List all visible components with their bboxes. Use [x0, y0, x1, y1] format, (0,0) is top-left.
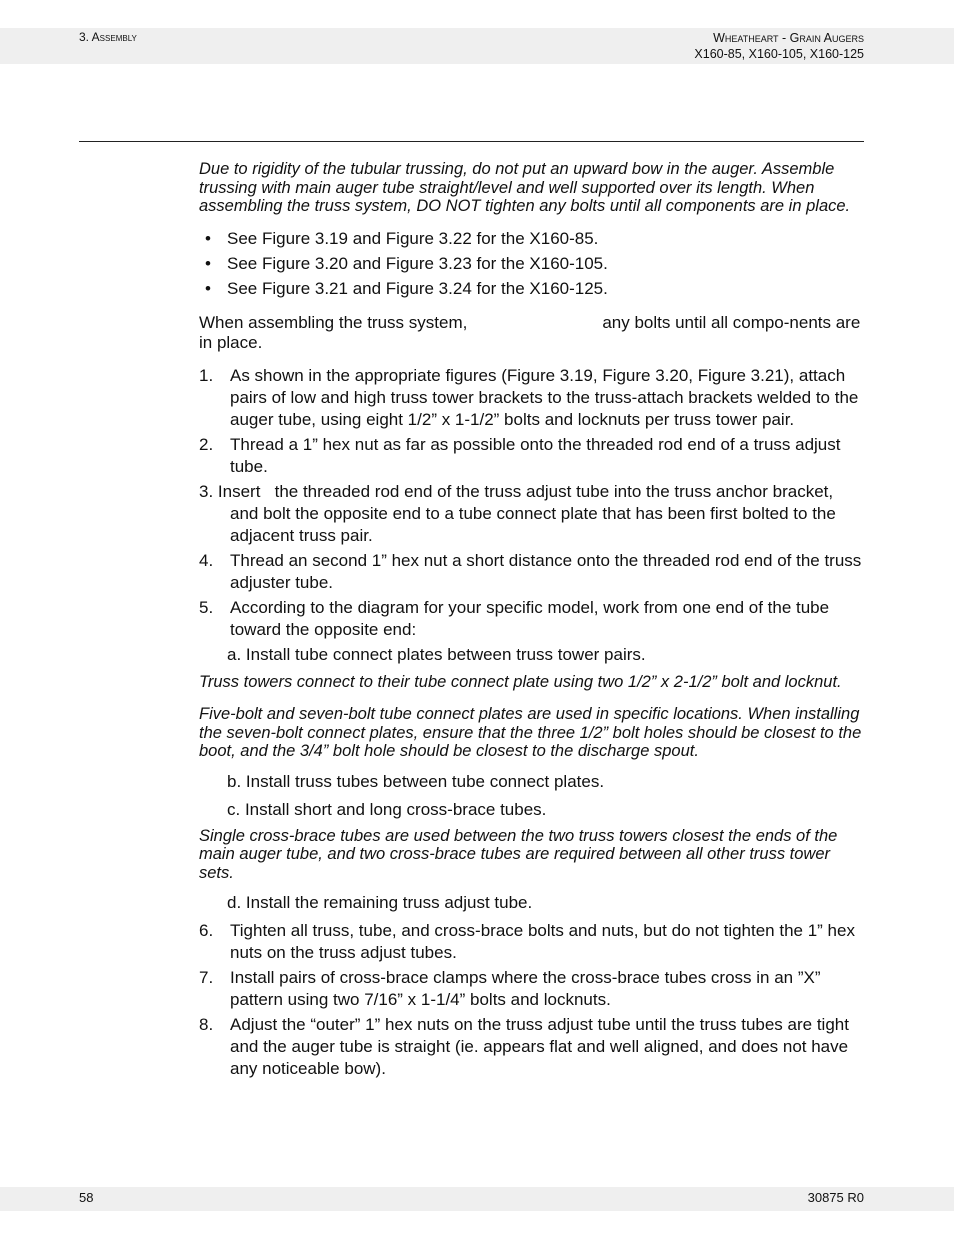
substep-d: d. Install the remaining truss adjust tube.: [227, 893, 533, 912]
bullet-icon: •: [205, 253, 211, 273]
step-8: 8. Adjust the “outer” 1” hex nuts on the truss adjust tube until the truss tubes are tight and the auger tube is straight (ie. appears flat and well aligned, and does not have any noticeable bow).: [199, 1015, 849, 1078]
list-item: • See Figure 3.20 and Figure 3.23 for the X160-105.: [205, 253, 608, 273]
document-title: [694, 30, 864, 62]
header-divider: [79, 141, 864, 142]
step-1: 1. As shown in the appropriate figures (Figure 3.19, Figure 3.20, Figure 3.21), attach pairs of low and high truss tower brackets to the truss-attach brackets welded to the auger tube, using eight 1/2” x 1-1/2” bolts and locknuts per truss tower pair.: [199, 365, 859, 429]
note-towers: Truss towers connect to their tube connect plate using two 1/2” x 2-1/2” bolt and locknut.: [199, 672, 842, 691]
section-title: 3. Assembly: [79, 30, 137, 44]
intro-note: Due to rigidity of the tubular trussing, do not put an upward bow in the auger. Assemble trussing with main auger tube straight/level and well supported over its length. When assembling the truss system, DO NOT tighten any bolts until all components are in place.: [199, 160, 851, 215]
page-footer: [0, 1187, 954, 1211]
step-2: 2. Thread a 1” hex nut as far as possible onto the threaded rod end of a truss adjust tube.: [199, 434, 841, 476]
substep-c: c. Install short and long cross-brace tubes.: [227, 799, 547, 819]
assembly-paragraph: When assembling the truss system, any bolts until all compo-nents are in place.: [199, 312, 861, 352]
main-content: [199, 160, 864, 1083]
step-3: 3. Insert the threaded rod end of the truss adjust tube into the truss anchor bracket, and bolt the opposite end to a tube connect plate that has been first bolted to the adjacent truss pair.: [199, 481, 836, 545]
page-number: 58: [79, 1190, 94, 1205]
page-header: [0, 28, 954, 64]
step-4: 4. Thread an second 1” hex nut a short distance onto the threaded rod end of the truss adjuster tube.: [199, 550, 862, 592]
note-plates: Five-bolt and seven-bolt tube connect plates are used in specific locations. When installing the seven-bolt connect plates, ensure that the three 1/2” bolt holes should be closest to the boot, and the 3/4” bolt hole should be closest to the discharge spout.: [199, 705, 862, 760]
list-item: • See Figure 3.19 and Figure 3.22 for the X160-85.: [205, 228, 599, 248]
assembly-steps: [199, 365, 864, 641]
assembly-steps-final: [199, 920, 864, 1080]
step-5: 5. According to the diagram for your specific model, work from one end of the tube toward the opposite end:: [199, 597, 830, 639]
figure-reference-list: [199, 229, 864, 304]
step-7: 7. Install pairs of cross-brace clamps where the cross-brace tubes cross in an ”X” pattern using two 7/16” x 1-1/4” bolts and locknuts.: [199, 968, 821, 1009]
document-number: 30875 R0: [807, 1190, 864, 1205]
substep-b: b. Install truss tubes between tube connect plates.: [227, 771, 605, 791]
list-item: • See Figure 3.21 and Figure 3.24 for the X160-125.: [205, 278, 608, 298]
bullet-icon: •: [205, 278, 211, 298]
step-6: 6. Tighten all truss, tube, and cross-brace bolts and nuts, but do not tighten the 1” hex nuts on the truss adjust tubes.: [199, 921, 855, 962]
substep-a: a. Install tube connect plates between truss tower pairs.: [227, 644, 646, 664]
bullet-icon: •: [205, 228, 211, 248]
note-crossbrace: Single cross-brace tubes are used between the two truss towers closest the ends of the main auger tube, and two cross-brace tubes are required between all other truss tower sets.: [199, 826, 838, 882]
brand-title: Wheatheart - Grain Augers: [713, 31, 864, 45]
model-list: X160-85, X160-105, X160-125: [694, 47, 864, 61]
